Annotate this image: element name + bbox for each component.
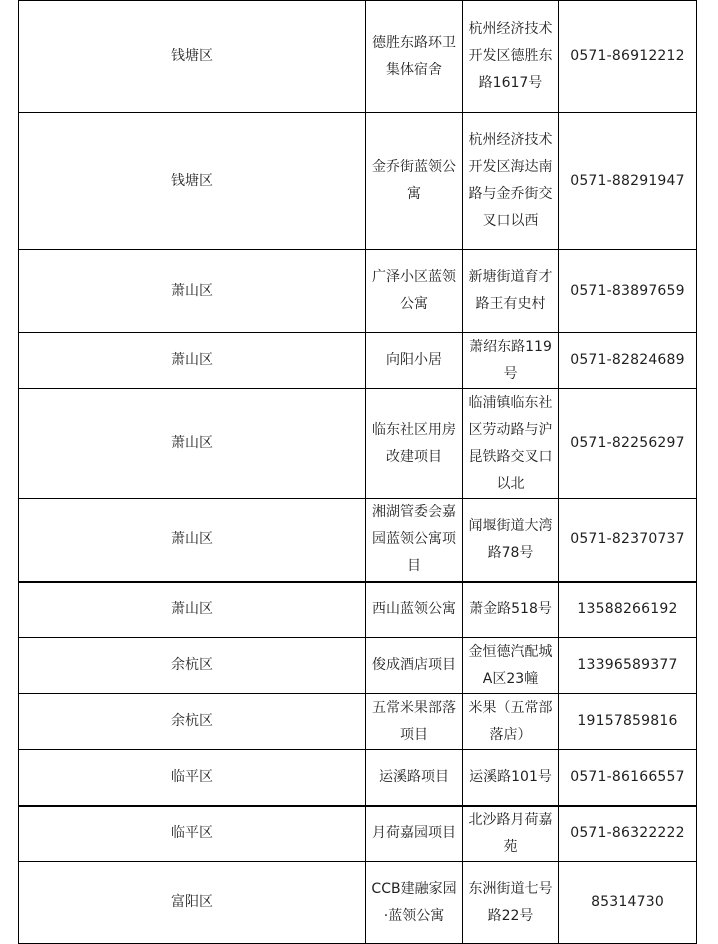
table-row	[19, 694, 697, 750]
phone-cell: 19157859816	[559, 694, 697, 750]
address-cell: 东洲街道七号路22号	[463, 862, 559, 944]
phone-cell: 0571-82370737	[559, 499, 697, 582]
housing-document	[18, 0, 696, 942]
district-cell: 萧山区	[19, 333, 366, 389]
address-cell: 杭州经济技术开发区海达南路与金乔街交叉口以西	[463, 113, 559, 250]
project-name-cell: 向阳小居	[366, 333, 463, 389]
table-row	[19, 582, 697, 638]
phone-cell: 13396589377	[559, 638, 697, 694]
project-name-cell: 金乔街蓝领公寓	[366, 113, 463, 250]
address-cell: 新塘街道育才路王有史村	[463, 250, 559, 333]
table-row	[19, 113, 697, 250]
district-cell: 余杭区	[19, 638, 366, 694]
project-name-cell: CCB建融家园·蓝领公寓	[366, 862, 463, 944]
phone-cell: 0571-86912212	[559, 1, 697, 113]
housing-table	[18, 0, 697, 944]
phone-cell: 85314730	[559, 862, 697, 944]
district-cell: 钱塘区	[19, 1, 366, 113]
project-name-cell: 湘湖管委会嘉园蓝领公寓项目	[366, 499, 463, 582]
project-name-cell: 广泽小区蓝领公寓	[366, 250, 463, 333]
phone-cell: 13588266192	[559, 582, 697, 638]
table-row	[19, 806, 697, 862]
district-cell: 萧山区	[19, 499, 366, 582]
project-name-cell: 俊成酒店项目	[366, 638, 463, 694]
address-cell: 杭州经济技术开发区德胜东路1617号	[463, 1, 559, 113]
project-name-cell: 德胜东路环卫集体宿舍	[366, 1, 463, 113]
table-row	[19, 750, 697, 806]
project-name-cell: 五常米果部落项目	[366, 694, 463, 750]
project-name-cell: 运溪路项目	[366, 750, 463, 806]
district-cell: 萧山区	[19, 389, 366, 499]
address-cell: 运溪路101号	[463, 750, 559, 806]
project-name-cell: 西山蓝领公寓	[366, 582, 463, 638]
phone-cell: 0571-83897659	[559, 250, 697, 333]
address-cell: 北沙路月荷嘉苑	[463, 806, 559, 862]
table-row	[19, 499, 697, 582]
district-cell: 钱塘区	[19, 113, 366, 250]
district-cell: 临平区	[19, 806, 366, 862]
district-cell: 萧山区	[19, 250, 366, 333]
phone-cell: 0571-86166557	[559, 750, 697, 806]
address-cell: 萧金路518号	[463, 582, 559, 638]
district-cell: 余杭区	[19, 694, 366, 750]
phone-cell: 0571-82824689	[559, 333, 697, 389]
address-cell: 金恒德汽配城A区23幢	[463, 638, 559, 694]
table-row	[19, 862, 697, 944]
address-cell: 闻堰街道大湾路78号	[463, 499, 559, 582]
table-row	[19, 250, 697, 333]
phone-cell: 0571-82256297	[559, 389, 697, 499]
district-cell: 临平区	[19, 750, 366, 806]
project-name-cell: 月荷嘉园项目	[366, 806, 463, 862]
address-cell: 临浦镇临东社区劳动路与沪昆铁路交叉口以北	[463, 389, 559, 499]
table-row	[19, 638, 697, 694]
district-cell: 富阳区	[19, 862, 366, 944]
table-row	[19, 389, 697, 499]
table-row	[19, 1, 697, 113]
project-name-cell: 临东社区用房改建项目	[366, 389, 463, 499]
phone-cell: 0571-88291947	[559, 113, 697, 250]
district-cell: 萧山区	[19, 582, 366, 638]
table-row	[19, 333, 697, 389]
phone-cell: 0571-86322222	[559, 806, 697, 862]
address-cell: 米果（五常部落店）	[463, 694, 559, 750]
address-cell: 萧绍东路119号	[463, 333, 559, 389]
